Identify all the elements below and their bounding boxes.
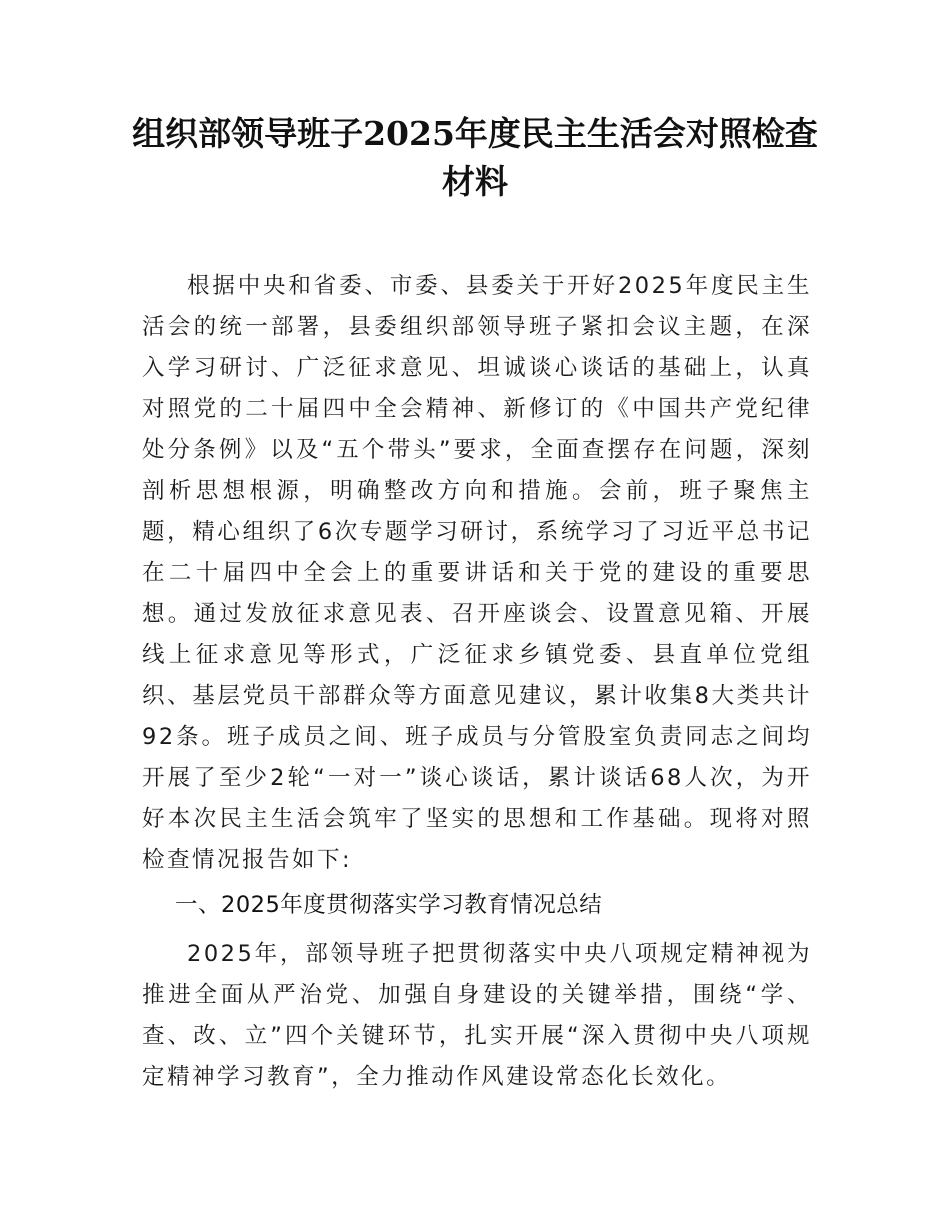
document-title: 组织部领导班子2025年度民主生活会对照检查材料 [132, 114, 818, 201]
section-heading: 一、2025年度贯彻落实学习教育情况总结 [175, 892, 603, 918]
intro-paragraph: 根据中央和省委、市委、县委关于开好2025年度民主生活会的统一部署，县委组织部领导班子紧扣会议主题，在深入学习研讨、广泛征求意见、坦诚谈心谈话的基础上，认真对照党的二十届四中全会精神、新修订的《中国共产党纪律处分条例》以及“五个带头”要求，全面查摆存在问题，深刻剖析思想根源，明确整改方向和措施。会前，班子聚焦主题，精心组织了6次专题学习研讨，系统学习了习近平总书记在二十届四中全会上的重要讲话和关于党的建设的重要思想。通过发放征求意见表、召开座谈会、设置意见箱、开展线上征求意见等形式，广泛征求乡镇党委、县直单位党组织、基层党员干部群众等方面意见建议，累计收集8大类共计92条。班子成员之间、班子成员与分管股室负责同志之间均开展了至少2轮“一对一”谈心谈话，累计谈话68人次，为开好本次民主生活会筑牢了坚实的思想和工作基础。现将对照检查情况报告如下: [142, 273, 812, 873]
section-paragraph: 2025年，部领导班子把贯彻落实中央八项规定精神视为推进全面从严治党、加强自身建设的关键举措，围绕“学、查、改、立”四个关键环节，扎实开展“深入贯彻中央八项规定精神学习教育”，全力推动作风建设常态化长效化。 [142, 941, 812, 1090]
